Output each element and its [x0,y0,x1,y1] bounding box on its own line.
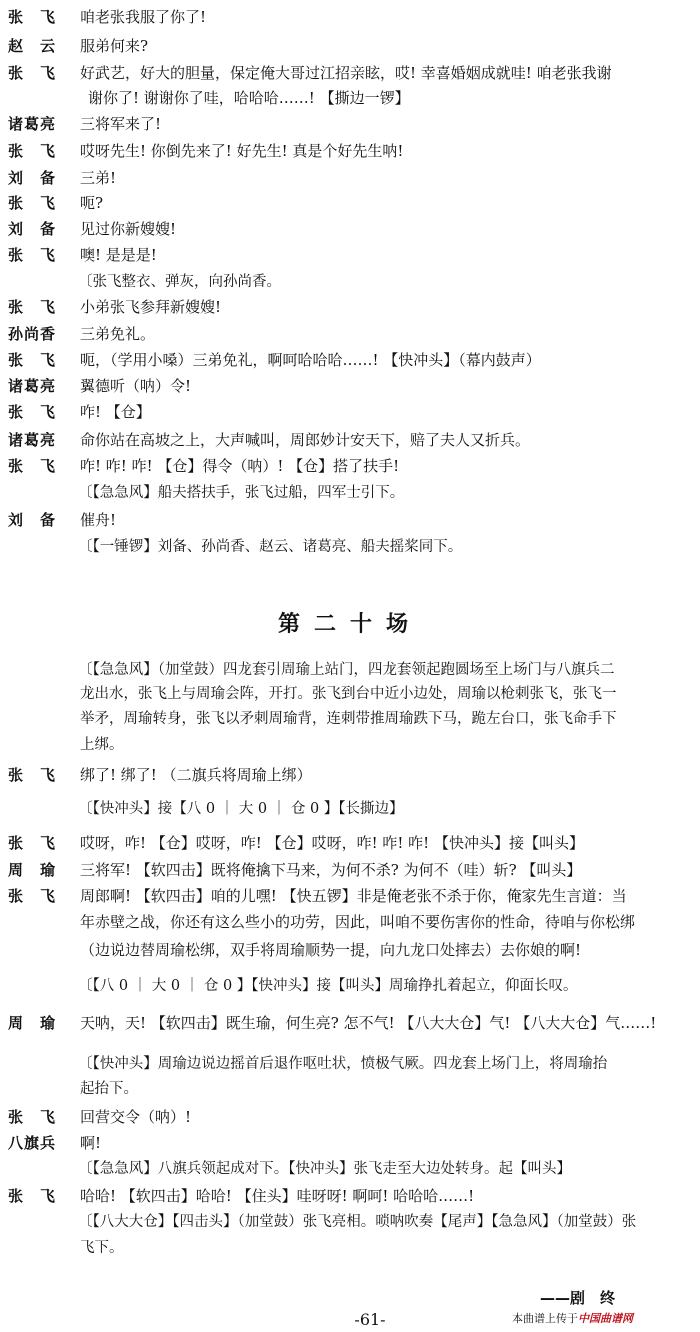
dialogue-text: 哎呀，咋! 【仓】哎呀，咋! 【仓】哎呀，咋! 咋! 咋! 【快冲头】接【叫头】 [80,834,584,852]
speaker-name: 刘 备 [8,220,57,238]
stage-direction-text: 〔【八大大仓】【四击头】（加堂鼓）张飞亮相。唢呐吹奏【尾声】【急急风】（加堂鼓）张 [78,1214,637,1230]
dialogue-text: 翼德听（呐）令! [80,377,192,395]
dialogue-text: 小弟张飞参拜新嫂嫂! [80,298,222,316]
speaker-name: 诸葛亮 [8,115,57,133]
speaker-name: 张 飞 [8,351,57,369]
speaker-name: 张 飞 [8,457,57,475]
source-prefix: 本曲谱上传于 [512,1312,578,1325]
stage-direction-text: 〔【快冲头】周瑜边说边摇首后退作呕吐状，愤极气厥。四龙套上场门上，将周瑜抬 [78,1056,608,1072]
speaker-name: 张 飞 [8,298,57,316]
dialogue-text: 哎呀先生! 你倒先来了! 好先生! 真是个好先生呐! [80,142,404,160]
stage-direction-text: 〔【八 0 ｜ 大 0 ｜ 仓 0 】【快冲头】接【叫头】周瑜挣扎着起立，仰面长叹。 [78,978,578,994]
speaker-name: 周 瑜 [8,1014,57,1032]
dialogue-text: 回营交令（呐）! [80,1108,192,1126]
speaker-name: 张 飞 [8,766,57,784]
stage-direction-text: 起抬下。 [80,1081,138,1097]
dialogue-text: 噢! 是是是! [80,246,157,264]
dialogue-text: 命你站在高坡之上，大声喊叫，周郎妙计安天下，赔了夫人又折兵。 [80,431,531,449]
speaker-name: 张 飞 [8,142,57,160]
stage-direction-text: 〔【急急风】船夫搭扶手，张飞过船，四军士引下。 [78,485,405,501]
source-brand: 中国曲谱网 [578,1312,633,1325]
speaker-name: 孙尚香 [8,325,57,343]
speaker-name: 张 飞 [8,8,57,26]
dialogue-text: 咋! 【仓】 [80,403,151,421]
dialogue-text: 咱老张我服了你了! [80,8,207,26]
dialogue-text: 周郎啊! 【软四击】咱的儿嘿! 【快五锣】非是俺老张不杀于你，俺家先生言道：当 [80,887,627,905]
scene-title: 第二十场 [277,612,422,637]
dialogue-text: 年赤壁之战，你还有这么些小的功劳，因此，叫咱不要伤害你的性命，待咱与你松绑 [80,913,636,931]
speaker-name: 八旗兵 [8,1134,57,1152]
dialogue-text: 绑了! 绑了! （二旗兵将周瑜上绑） [80,766,312,784]
speaker-name: 周 瑜 [8,861,57,879]
speaker-name: 刘 备 [8,169,57,187]
dialogue-text: 哈哈! 【软四击】哈哈! 【住头】哇呀呀! 啊呵! 哈哈哈……! [80,1187,475,1205]
speaker-name: 刘 备 [8,511,57,529]
source-watermark [512,1310,633,1326]
page-number: -61- [354,1310,386,1329]
dialogue-text: 谢你了! 谢谢你了哇，哈哈哈……! 【撕边一锣】 [88,89,410,107]
stage-direction-text: 举矛，周瑜转身，张飞以矛刺周瑜背，连刺带推周瑜跌下马，跪左台口，张飞命手下 [80,711,617,727]
dialogue-text: （边说边替周瑜松绑，双手将周瑜顺势一提，向九龙口处摔去）去你娘的啊! [80,941,582,959]
speaker-name: 张 飞 [8,887,57,905]
dialogue-text: 三将军! 【软四击】既将俺擒下马来，为何不杀? 为何不（哇）斩? 【叫头】 [80,861,582,879]
dialogue-text: 呃，（学用小嗓）三弟免礼，啊呵哈哈哈……! 【快冲头】（幕内鼓声） [80,351,541,369]
stage-direction-text: 〔【急急风】八旗兵领起成对下。【快冲头】张飞走至大边处转身。起【叫头】 [78,1161,571,1177]
dialogue-text: 好武艺，好大的胆量，保定俺大哥过江招亲眩，哎! 幸喜婚姻成就哇! 咱老张我谢 [80,64,612,82]
drama-end-mark: ——剧 终 [540,1289,616,1307]
speaker-name: 张 飞 [8,194,57,212]
speaker-name: 张 飞 [8,246,57,264]
dialogue-text: 咋! 咋! 咋! 【仓】得令（呐）! 【仓】搭了扶手! [80,457,400,475]
speaker-name: 诸葛亮 [8,377,57,395]
dialogue-text: 见过你新嫂嫂! [80,220,177,238]
dialogue-text: 催舟! [80,511,117,529]
speaker-name: 张 飞 [8,834,57,852]
speaker-name: 诸葛亮 [8,431,57,449]
stage-direction-text: 龙出水，张飞上与周瑜会阵，开打。张飞到台中近小边处，周瑜以枪刺张飞，张飞一 [80,686,617,702]
dialogue-text: 呃? [80,194,104,212]
dialogue-text: 三将军来了! [80,115,162,133]
speaker-name: 张 飞 [8,1187,57,1205]
speaker-name: 张 飞 [8,64,57,82]
stage-direction-text: 上绑。 [80,737,124,753]
dialogue-text: 三弟免礼。 [80,325,156,343]
speaker-name: 张 飞 [8,1108,57,1126]
stage-direction-text: 〔【急急风】（加堂鼓）四龙套引周瑜上站门，四龙套领起跑圆场至上场门与八旗兵二 [78,662,615,678]
speaker-name: 张 飞 [8,403,57,421]
speaker-name: 赵 云 [8,37,57,55]
dialogue-text: 啊! [80,1134,102,1152]
dialogue-text: 三弟! [80,169,117,187]
stage-direction-text: 〔张飞整衣、弹灰，向孙尚香。 [78,274,281,290]
stage-direction-text: 飞下。 [80,1240,124,1256]
stage-direction-text: 〔【快冲头】接【八 0 ｜ 大 0 ｜ 仓 0 】【长撕边】 [78,801,404,817]
dialogue-text: 服弟何来? [80,37,149,55]
stage-direction-text: 〔【一锤锣】刘备、孙尚香、赵云、诸葛亮、船夫摇桨同下。 [78,539,463,555]
dialogue-text: 天呐，天! 【软四击】既生瑜，何生亮? 怎不气! 【八大大仓】气! 【八大大仓】气……! [80,1014,657,1032]
